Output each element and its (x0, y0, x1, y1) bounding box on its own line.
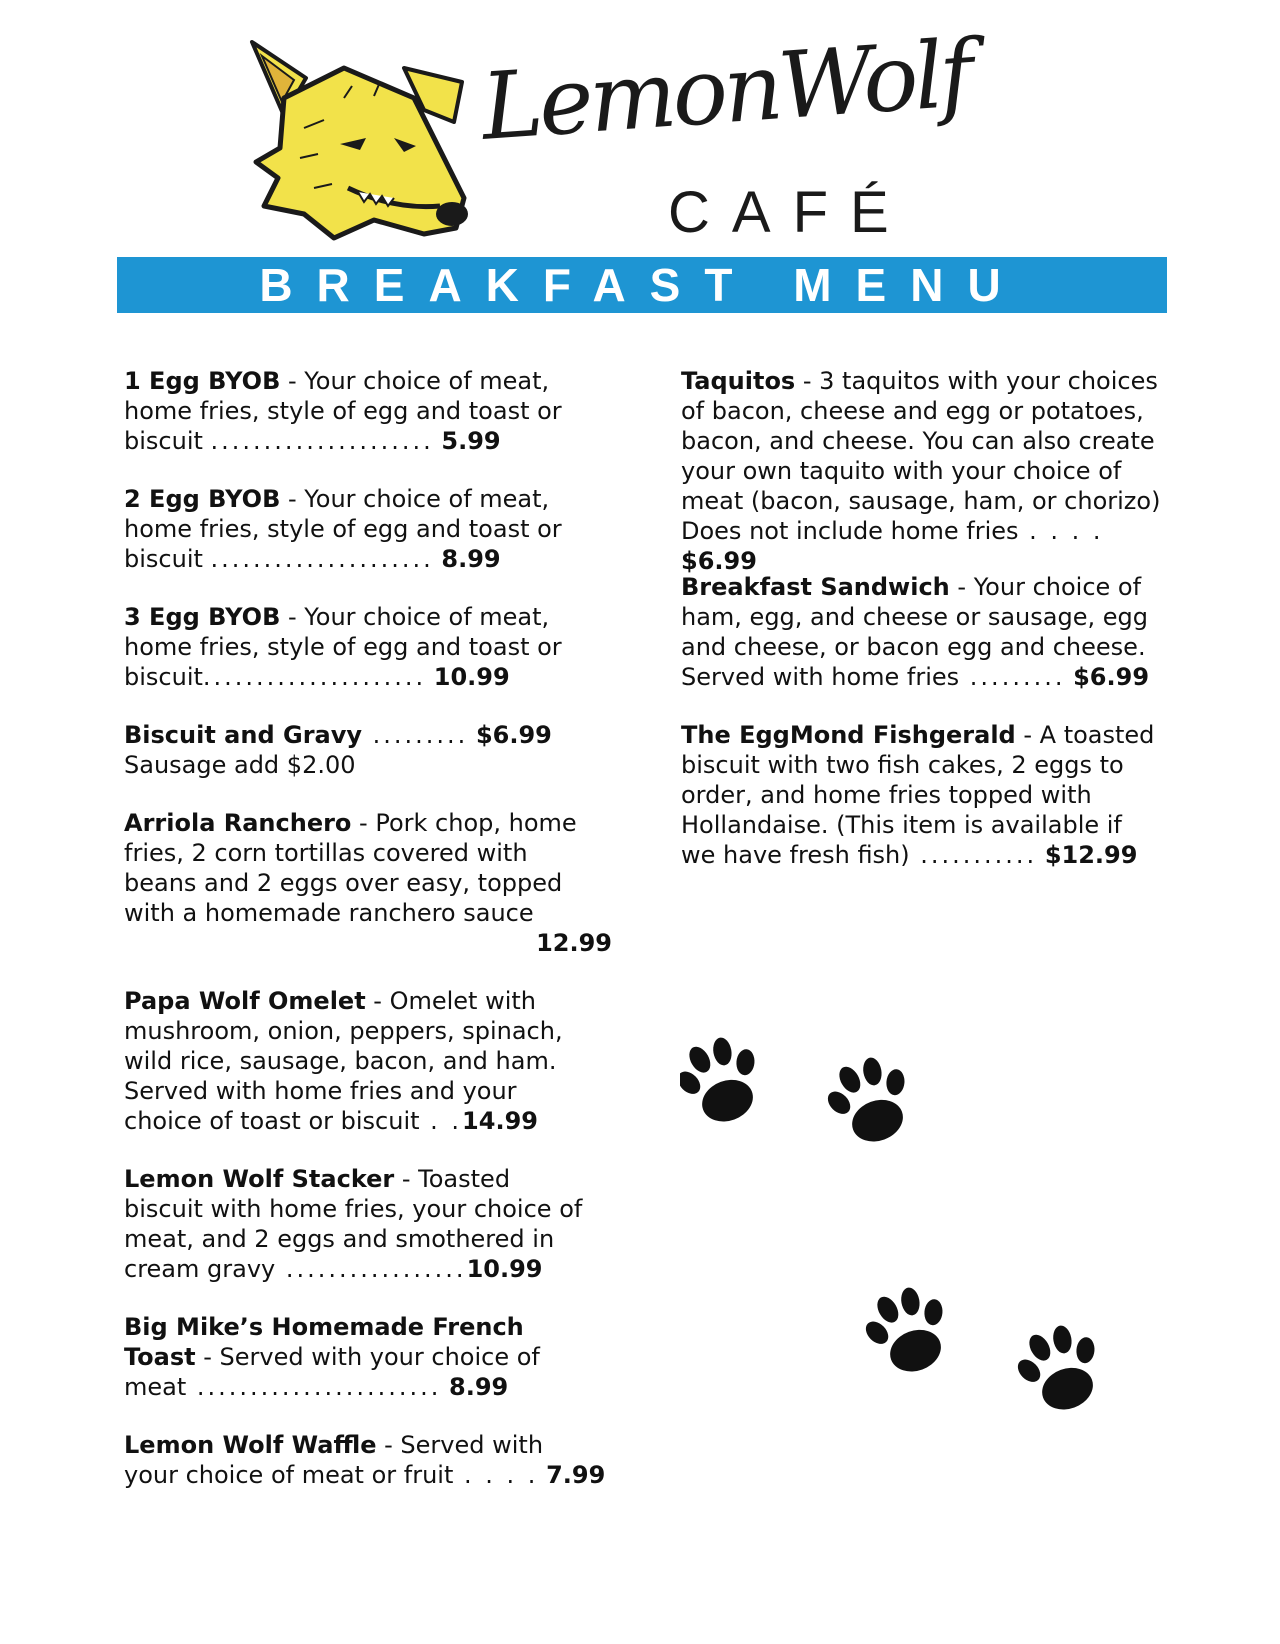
item-desc-line: - 3 taquitos with your choices (795, 367, 1158, 395)
menu-item (124, 986, 624, 1136)
item-desc-line: of bacon, cheese and egg or potatoes, (681, 397, 1144, 425)
menu-item (124, 484, 624, 574)
item-price: 10.99 (433, 663, 510, 691)
item-dots: ........... (909, 841, 1038, 869)
item-desc-line: beans and 2 eggs over easy, topped (124, 869, 563, 897)
menu-item (124, 602, 624, 692)
menu-item (124, 1164, 624, 1284)
item-desc-line: home fries, style of egg and toast or (124, 397, 562, 425)
item-desc-line: cream gravy (124, 1255, 276, 1283)
item-desc-line: - Your choice of (949, 573, 1142, 601)
menu-item (124, 720, 624, 780)
item-desc-line: mushroom, onion, peppers, spinach, (124, 1017, 563, 1045)
item-price: $6.99 (681, 547, 757, 575)
paw-print-icon (1005, 1314, 1116, 1422)
item-desc-line: - Omelet with (365, 987, 537, 1015)
menu-item (681, 572, 1181, 692)
item-name: Papa Wolf Omelet (124, 987, 366, 1015)
item-desc-line: - Your choice of meat, (280, 603, 550, 631)
item-dots: ....................... (186, 1373, 442, 1401)
item-desc-line: ham, egg, and cheese or sausage, egg (681, 603, 1148, 631)
item-desc-line: and cheese, or bacon egg and cheese. (681, 633, 1146, 661)
item-price: $6.99 (475, 721, 552, 749)
item-desc-line: - Served with (376, 1431, 544, 1459)
item-desc-line: Served with home fries and your (124, 1077, 517, 1105)
item-price: $6.99 (1073, 663, 1150, 691)
item-name: Lemon Wolf Stacker (124, 1165, 395, 1193)
item-name: 2 Egg BYOB (124, 485, 281, 513)
item-desc-line: biscuit (124, 663, 203, 691)
item-desc-line: biscuit (124, 427, 211, 455)
item-desc-line: Served with home fries (681, 663, 960, 691)
item-price: 8.99 (449, 1373, 509, 1401)
item-dots: ......... (959, 663, 1066, 691)
item-desc-line: biscuit (124, 545, 211, 573)
item-desc-line: bacon, and cheese. You can also create (681, 427, 1155, 455)
item-desc-line: Hollandaise. (This item is available if (681, 811, 1122, 839)
item-price: $12.99 (1044, 841, 1138, 869)
item-name: The EggMond Fishgerald (681, 721, 1016, 749)
item-desc-line: your own taquito with your choice of (681, 457, 1122, 485)
item-desc-line: with a homemade ranchero sauce (124, 899, 534, 927)
brand-script-name: LemonWolf (478, 20, 974, 161)
item-price: 12.99 (536, 929, 612, 957)
item-name: Big Mike’s Homemade French (124, 1313, 524, 1341)
item-dots: . . . . (453, 1461, 539, 1489)
paw-print-icon (680, 1030, 775, 1134)
item-dots: ................. (275, 1255, 467, 1283)
menu-banner (117, 257, 1167, 313)
item-name: 1 Egg BYOB (124, 367, 281, 395)
item-price: 8.99 (441, 545, 501, 573)
banner-title: BREAKFAST MENU (259, 259, 1025, 311)
item-desc-line: biscuit with two fish cakes, 2 eggs to (681, 751, 1124, 779)
item-name: Taquitos (681, 367, 796, 395)
paw-print-icon (853, 1276, 964, 1384)
menu-item (681, 366, 1181, 576)
item-desc-line: choice of toast or biscuit (124, 1107, 420, 1135)
item-name-continued: Toast (124, 1343, 196, 1371)
item-name: Arriola Ranchero (124, 809, 352, 837)
menu-item (124, 808, 624, 958)
item-name: Biscuit and Gravy (124, 721, 363, 749)
menu-item (124, 1430, 624, 1490)
item-dots: ..................... (210, 545, 434, 573)
item-desc-line: home fries, style of egg and toast or (124, 633, 562, 661)
item-desc-line: meat (124, 1373, 187, 1401)
item-desc-line: meat, and 2 eggs and smothered in (124, 1225, 555, 1253)
item-desc-line: your choice of meat or fruit (124, 1461, 454, 1489)
item-price: 5.99 (441, 427, 501, 455)
item-desc-line: - A toasted (1015, 721, 1155, 749)
item-desc-line: order, and home fries topped with (681, 781, 1092, 809)
paw-print-icon (815, 1046, 926, 1154)
brand-cafe-word: CAFÉ (668, 180, 911, 245)
menu-item (124, 1312, 624, 1402)
item-name: Lemon Wolf Waffle (124, 1431, 377, 1459)
item-desc-line: - Your choice of meat, (280, 485, 550, 513)
item-price: 10.99 (466, 1255, 543, 1283)
item-desc-line: - Served with your choice of (195, 1343, 540, 1371)
item-dots: . . . . (1018, 517, 1104, 545)
item-desc-line: - Your choice of meat, (280, 367, 550, 395)
item-desc-line: - Pork chop, home (351, 809, 577, 837)
paw-prints-decoration (680, 1030, 1140, 1450)
wolf-head-icon (244, 38, 484, 256)
item-dots: . . (419, 1107, 463, 1135)
item-price: 7.99 (546, 1461, 606, 1489)
item-dots: ..................... (210, 427, 434, 455)
item-desc-line: we have fresh fish) (681, 841, 910, 869)
item-desc-line: Does not include home fries (681, 517, 1019, 545)
item-dots: ..................... (202, 663, 427, 691)
item-price: 14.99 (462, 1107, 538, 1135)
item-desc-line: - Toasted (394, 1165, 511, 1193)
item-sub-text: Sausage add $2.00 (124, 751, 356, 779)
item-dots: ......... (362, 721, 469, 749)
menu-item (124, 366, 624, 456)
item-desc-line: wild rice, sausage, bacon, and ham. (124, 1047, 557, 1075)
menu-item (681, 720, 1181, 870)
item-desc-line: meat (bacon, sausage, ham, or chorizo) (681, 487, 1161, 515)
item-desc-line: home fries, style of egg and toast or (124, 515, 562, 543)
item-name: 3 Egg BYOB (124, 603, 281, 631)
item-desc-line: biscuit with home fries, your choice of (124, 1195, 583, 1223)
item-desc-line: fries, 2 corn tortillas covered with (124, 839, 528, 867)
item-name: Breakfast Sandwich (681, 573, 950, 601)
